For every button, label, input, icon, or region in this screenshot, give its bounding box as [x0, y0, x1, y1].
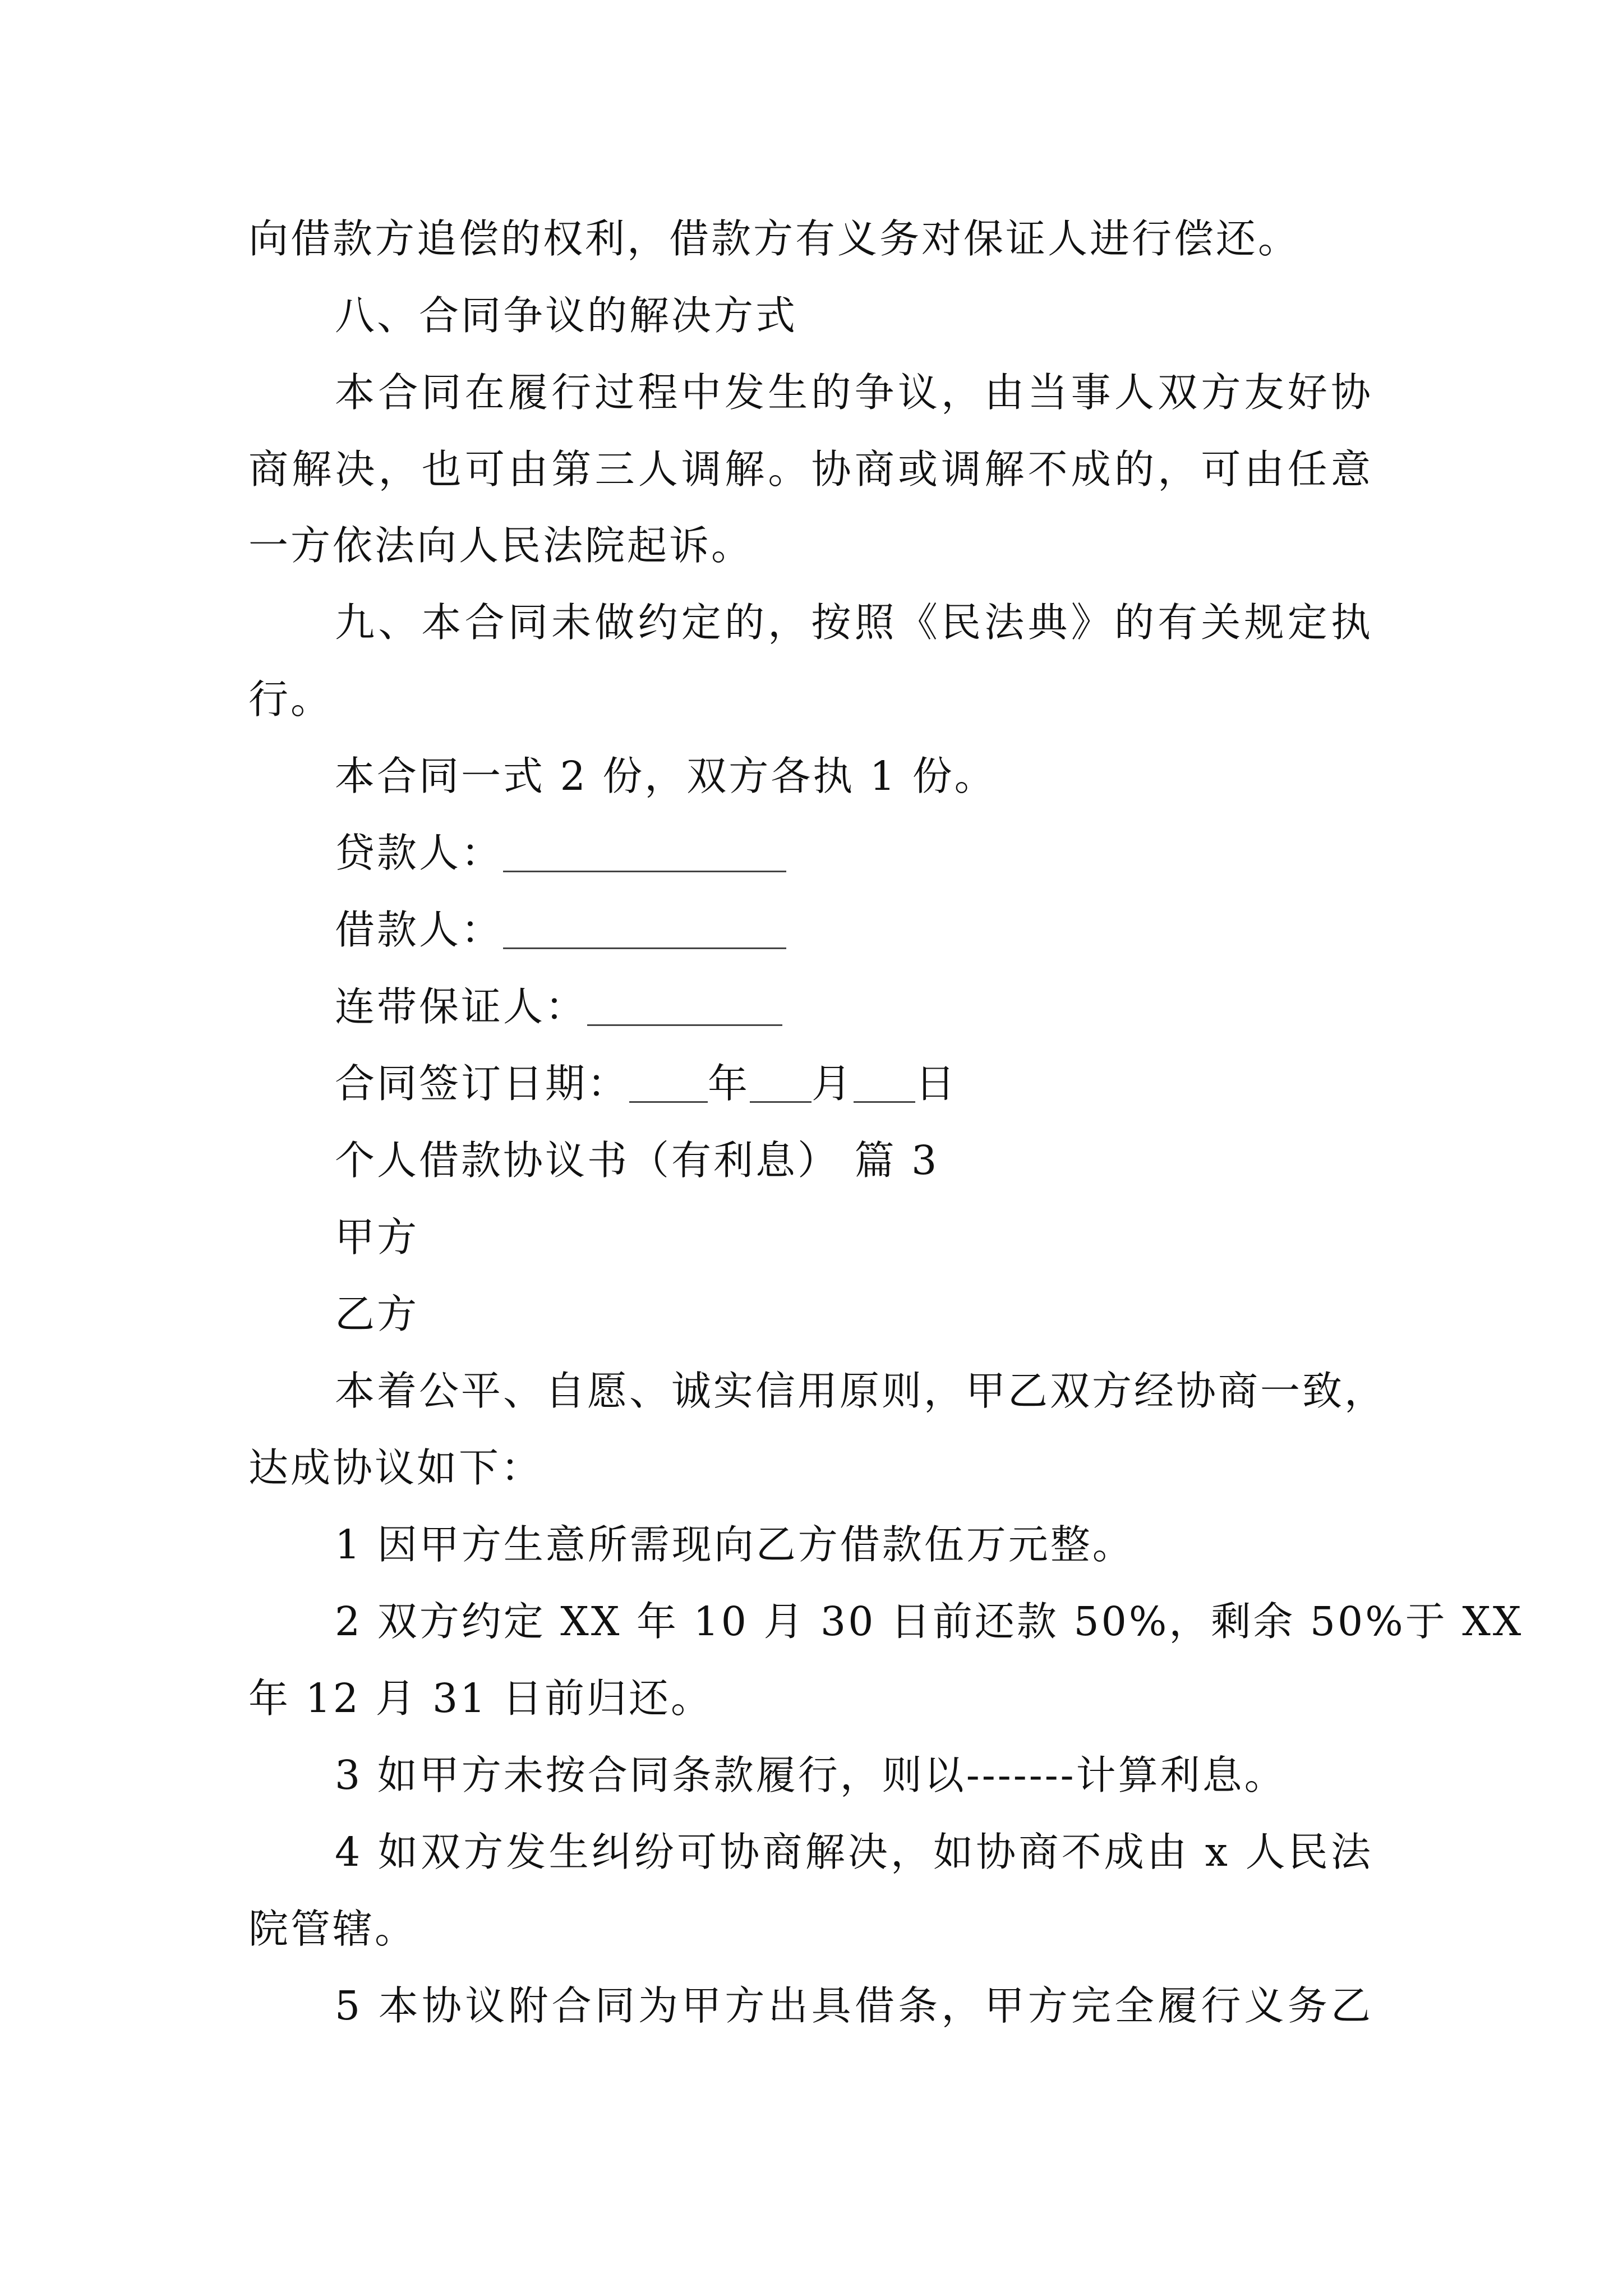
clause-2: 2 双方约定 XX 年 10 月 30 日前还款 50%，剩余 50%于 XX: [335, 1598, 1524, 1645]
paragraph-line: 商解决，也可由第三人调解。协商或调解不成的，可由任意: [248, 446, 1373, 493]
clause-2-continued: 年 12 月 31 日前归还。: [248, 1675, 713, 1722]
borrower-signature-row: [335, 903, 786, 957]
guarantor-signature-row: [335, 980, 782, 1034]
lender-blank[interactable]: [503, 831, 786, 872]
month-blank[interactable]: [750, 1062, 811, 1103]
day-blank[interactable]: [854, 1062, 915, 1103]
borrower-label: 借款人：: [335, 907, 504, 953]
paragraph-line: 九、本合同未做约定的，按照《民法典》的有关规定执: [335, 599, 1373, 646]
borrower-blank[interactable]: [503, 908, 786, 949]
paragraph-line: 达成协议如下：: [248, 1444, 543, 1491]
year-blank[interactable]: [629, 1062, 708, 1103]
paragraph-line: 向借款方追偿的权利，借款方有义务对保证人进行偿还。: [248, 215, 1301, 262]
paragraph-line: 一方依法向人民法院起诉。: [248, 522, 754, 569]
guarantor-label: 连带保证人：: [335, 983, 588, 1030]
date-label: 合同签订日期：: [335, 1060, 630, 1107]
signing-date-row: [335, 1057, 957, 1111]
paragraph-line: 行。: [248, 676, 333, 723]
clause-4-continued: 院管辖。: [248, 1906, 417, 1952]
section-heading: 八、合同争议的解决方式: [335, 292, 798, 339]
party-a: 甲方: [335, 1214, 419, 1260]
clause-3: 3 如甲方未按合同条款履行，则以-------计算利息。: [335, 1752, 1287, 1798]
lender-label: 贷款人：: [335, 830, 504, 876]
clause-4: 4 如双方发生纠纷可协商解决，如协商不成由 x 人民法: [335, 1829, 1373, 1875]
paragraph-line: 本合同一式 2 份，双方各执 1 份。: [335, 753, 997, 799]
clause-5: 5 本协议附合同为甲方出具借条，甲方完全履行义务乙: [335, 1982, 1373, 2029]
paragraph-line: 本着公平、自愿、诚实信用原则，甲乙双方经协商一致，: [335, 1368, 1387, 1414]
year-label: 年: [708, 1060, 750, 1107]
party-b: 乙方: [335, 1291, 419, 1337]
paragraph-line: 本合同在履行过程中发生的争议，由当事人双方友好协: [335, 369, 1373, 416]
day-label: 日: [915, 1060, 958, 1107]
guarantor-blank[interactable]: [587, 985, 782, 1026]
lender-signature-row: [335, 826, 786, 880]
clause-1: 1 因甲方生意所需现向乙方借款伍万元整。: [335, 1521, 1135, 1568]
month-label: 月: [811, 1060, 854, 1107]
section-title: 个人借款协议书（有利息） 篇 3: [335, 1137, 939, 1184]
